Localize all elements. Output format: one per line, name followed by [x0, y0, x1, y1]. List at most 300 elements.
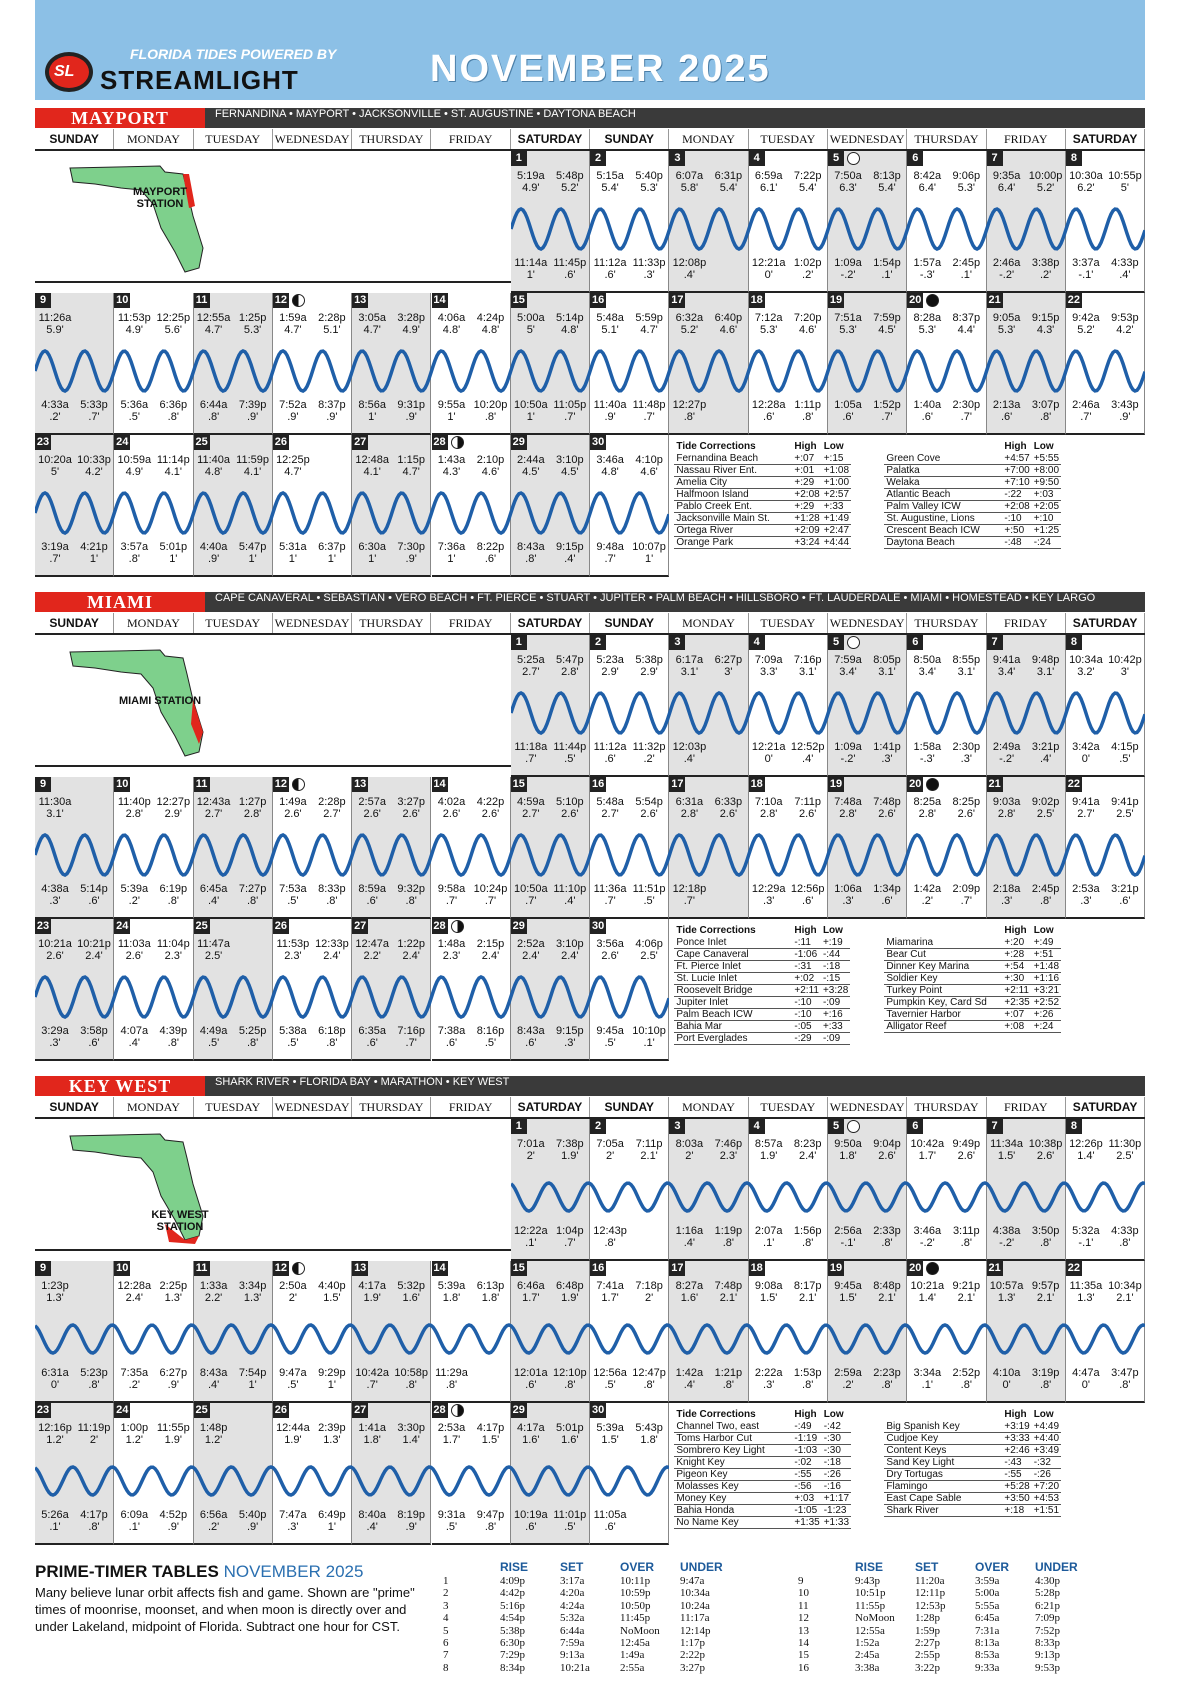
day-number: 13: [354, 294, 367, 306]
low-tide-2: [391, 883, 431, 907]
day-number: 30: [591, 1404, 605, 1416]
low-tide-time: 6:37p: [318, 541, 346, 553]
low-tide-time: 5:01p: [159, 541, 188, 553]
high-tide-2: [153, 1280, 193, 1304]
low-tide-height: .2': [921, 895, 933, 907]
low-tide-height: .8': [802, 1379, 814, 1391]
high-tide-time: 12:26p: [1069, 1138, 1103, 1150]
low-tide-2: [629, 741, 669, 765]
high-tide-time: 7:05a: [596, 1138, 624, 1150]
low-tide-time: 1:16a: [675, 1225, 704, 1237]
corrections-low-header: Low: [823, 1409, 844, 1420]
day-number: 4: [749, 635, 765, 650]
high-correction: +2:46: [1004, 1445, 1030, 1456]
high-tide-height: 3.4': [918, 666, 936, 678]
moon-phase-icon: [292, 778, 305, 791]
low-tide-2: [74, 1025, 114, 1049]
high-tide-time: 8:25p: [952, 796, 981, 808]
high-tide-height: 3.4': [997, 666, 1016, 678]
prime-timer-title: [35, 1562, 363, 1582]
high-tide-time: 1:23p: [41, 1280, 69, 1292]
high-tide-2: [471, 796, 511, 820]
day-of-week-header: FRIDAY: [987, 1097, 1066, 1117]
day-number: 27: [354, 1404, 367, 1416]
low-tide-time: 4:40a: [199, 541, 228, 553]
day-of-week-header: SATURDAY: [511, 613, 590, 633]
location-name: Atlantic Beach: [884, 489, 1002, 501]
high-tide-time: 1:00p: [120, 1422, 149, 1434]
high-tide-time: 5:38p: [635, 654, 663, 666]
high-tide-1: [114, 938, 154, 962]
high-correction: -:10: [792, 997, 821, 1009]
low-correction: -:30: [822, 1433, 851, 1445]
high-correction: -:49: [792, 1421, 821, 1433]
day-cell: [114, 1403, 193, 1545]
day-number: 2: [590, 151, 606, 166]
low-tide-height: .9': [287, 411, 299, 423]
high-tide-time: 11:19p: [77, 1422, 111, 1434]
high-tide-time: 1:15p: [397, 454, 425, 466]
low-tide-1: [432, 399, 472, 423]
high-tide-2: [391, 1422, 431, 1446]
high-tide-height: 6.4': [918, 182, 936, 194]
high-tide-height: 1.8': [640, 1434, 658, 1446]
high-tide-height: 5': [526, 324, 535, 336]
high-tide-time: 3:30p: [397, 1422, 425, 1434]
low-tide-1: [907, 257, 947, 281]
high-tide-time: 11:34a: [990, 1138, 1023, 1150]
low-tide-time: 2:45p: [1031, 883, 1060, 895]
high-tide-1: [590, 454, 630, 478]
low-tide-time: 1:34p: [873, 883, 901, 895]
high-tide-height: 4.6': [640, 466, 658, 478]
low-tide-1: [114, 399, 154, 423]
low-tide-1: [432, 883, 472, 907]
low-tide-height: .4': [564, 895, 576, 907]
day-cell: [590, 1261, 669, 1403]
high-tide-1: [590, 170, 630, 194]
prime-timer-value: 1:52a: [855, 1637, 880, 1649]
day-number: 29: [512, 436, 525, 448]
low-tide-height: .5': [445, 1521, 458, 1533]
location-name: Shark River: [884, 1505, 1002, 1517]
low-tide-height: .4': [683, 1379, 696, 1391]
day-cell: [987, 293, 1066, 435]
high-tide-time: 12:25p: [276, 454, 310, 466]
day-number: 4: [749, 151, 765, 166]
day-number: 29: [512, 920, 525, 932]
high-tide-height: 1.5': [839, 1292, 857, 1304]
high-tide-time: 6:46a: [517, 1280, 545, 1292]
low-tide-1: [987, 1367, 1027, 1391]
region-header: [35, 108, 1145, 128]
high-tide-2: [1105, 1138, 1145, 1162]
low-tide-height: -.1': [1078, 1237, 1094, 1249]
low-tide-time: 10:58p: [394, 1367, 429, 1379]
prime-timer-value: 4:30p: [1035, 1575, 1061, 1587]
low-tide-height: .7': [881, 411, 893, 423]
high-tide-1: [194, 1422, 234, 1446]
low-tide-time: 3:11p: [952, 1225, 980, 1237]
prime-timer-header: UNDER: [680, 1560, 723, 1574]
high-tide-height: 2.1': [798, 1292, 817, 1304]
high-tide-1: [352, 796, 392, 820]
low-tide-time: 2:45p: [952, 257, 981, 269]
day-cell: [749, 293, 828, 435]
high-tide-height: 1.5': [601, 1434, 619, 1446]
high-tide-height: 4.8': [561, 324, 579, 336]
region-cities: FERNANDINA • MAYPORT • JACKSONVILLE • ST. AUGUSTINE • DAYTONA BEACH: [215, 108, 636, 120]
low-tide-height: -.1': [840, 1237, 856, 1249]
high-tide-height: 2.8': [125, 808, 143, 820]
high-tide-time: 8:27a: [675, 1280, 704, 1292]
high-tide-time: 10:57a: [989, 1280, 1024, 1292]
high-tide-1: [987, 312, 1027, 336]
low-tide-time: 1:06a: [834, 883, 862, 895]
low-tide-time: 10:42a: [355, 1367, 390, 1379]
low-tide-time: 12:27p: [672, 399, 707, 411]
high-tide-height: 4.2': [85, 466, 103, 478]
high-tide-time: 1:25p: [238, 312, 267, 324]
high-tide-2: [233, 312, 273, 336]
prime-timer-value: 3:59a: [975, 1575, 1000, 1587]
low-tide-height: .6': [525, 1379, 537, 1391]
low-correction: +4:44: [823, 537, 850, 548]
corrections-title: Tide Corrections: [676, 1409, 756, 1420]
prime-timer-value: 5:28p: [1035, 1587, 1061, 1600]
low-tide-time: 3:50p: [1031, 1225, 1060, 1237]
low-tide-2: [312, 399, 352, 423]
high-tide-1: [907, 1280, 947, 1304]
low-tide-height: .8': [722, 1237, 735, 1249]
low-tide-1: [194, 1025, 234, 1049]
high-tide-time: 1:41a: [358, 1422, 386, 1434]
high-correction: +3:24: [794, 537, 820, 548]
location-name: Molasses Key: [674, 1481, 792, 1493]
location-name: Amelia City: [674, 477, 792, 489]
high-tide-height: 2.8': [680, 808, 699, 820]
high-tide-time: 9:49p: [952, 1138, 981, 1150]
low-tide-height: .7': [525, 753, 537, 765]
low-tide-height: -.3': [919, 269, 935, 281]
low-tide-time: 12:03p: [672, 741, 707, 753]
low-tide-height: .8': [1039, 895, 1052, 907]
day-number: 17: [671, 1262, 684, 1274]
day-of-week-header: SUNDAY: [35, 129, 114, 149]
low-tide-height: .8': [604, 1237, 616, 1249]
low-tide-time: 10:24p: [473, 883, 508, 895]
corrections-row: [884, 1481, 1061, 1493]
prime-timer-header: SET: [915, 1560, 939, 1574]
low-tide-time: 2:23p: [873, 1367, 901, 1379]
high-tide-1: [432, 454, 472, 478]
high-tide-2: [867, 1138, 907, 1162]
high-correction: +:54: [1002, 961, 1031, 973]
high-tide-2: [867, 170, 907, 194]
day-cell: [590, 777, 669, 919]
high-tide-height: 2.1': [640, 1150, 658, 1162]
day-number: 14: [433, 1262, 446, 1274]
prime-timer-value: 4:24a: [560, 1599, 585, 1612]
low-tide-height: -.2': [919, 1237, 935, 1249]
high-tide-height: 4.8': [204, 466, 223, 478]
high-tide-height: 1.7': [601, 1292, 619, 1304]
high-tide-height: 5.9': [46, 324, 64, 336]
day-of-week-header: THURSDAY: [352, 129, 431, 149]
low-tide-height: 0': [764, 269, 773, 281]
low-tide-time: 11:12a: [593, 741, 627, 753]
day-number: 16: [591, 778, 605, 790]
corrections-low-header: Low: [823, 441, 844, 452]
prime-timer-value: 1:17p: [680, 1637, 706, 1649]
high-tide-height: 5.2': [561, 182, 579, 194]
day-number: 9: [35, 293, 51, 308]
high-tide-height: 4.4': [957, 324, 975, 336]
low-correction: +1:17: [823, 1493, 850, 1504]
low-tide-height: 0': [1002, 1379, 1011, 1391]
day-cell: [194, 435, 273, 577]
high-tide-height: 4.8': [481, 324, 500, 336]
low-tide-height: 0': [1081, 1379, 1090, 1391]
low-tide-2: [312, 883, 352, 907]
high-tide-2: [153, 454, 193, 478]
high-tide-1: [590, 938, 630, 962]
tide-corrections-left: [674, 1409, 851, 1529]
day-cell: [907, 1119, 986, 1261]
day-number: 12: [274, 294, 288, 306]
low-tide-2: [312, 541, 352, 565]
low-tide-1: [590, 1509, 630, 1533]
high-tide-time: 7:41a: [596, 1280, 624, 1292]
location-name: Soldier Key: [884, 973, 1002, 985]
high-tide-time: 1:27p: [238, 796, 267, 808]
prime-timer-value: 3:17a: [560, 1575, 585, 1587]
day-number: 9: [35, 1261, 51, 1276]
low-tide-height: .8': [960, 1237, 972, 1249]
low-tide-2: [312, 1509, 352, 1533]
high-tide-time: 2:15p: [476, 938, 505, 950]
day-number: 29: [512, 1404, 525, 1416]
low-tide-height: .4': [683, 1237, 696, 1249]
low-tide-2: [550, 1367, 590, 1391]
high-tide-time: 7:48p: [714, 1280, 743, 1292]
low-tide-time: 3:57a: [120, 541, 149, 553]
day-of-week-header: MONDAY: [114, 129, 193, 149]
day-cell: [590, 919, 669, 1061]
low-tide-height: .5': [484, 1037, 497, 1049]
high-tide-height: 1.5': [997, 1150, 1016, 1162]
day-of-week-header: SUNDAY: [590, 613, 669, 633]
prime-timer-value: 2:45a: [855, 1649, 880, 1662]
high-correction: +4:57: [1004, 453, 1030, 464]
low-tide-height: .8': [445, 1379, 458, 1391]
low-tide-height: .4': [1039, 753, 1052, 765]
high-tide-height: 2.6': [402, 808, 420, 820]
high-tide-1: [669, 170, 709, 194]
high-tide-height: 2.1': [878, 1292, 896, 1304]
day-number: 22: [1067, 778, 1081, 790]
high-tide-2: [946, 1280, 986, 1304]
day-number: 21: [988, 1262, 1001, 1274]
low-correction: -:09: [821, 997, 850, 1009]
high-correction: +:08: [1002, 1021, 1031, 1033]
low-tide-time: 6:31a: [41, 1367, 69, 1379]
low-tide-time: 1:21p: [714, 1367, 743, 1379]
low-tide-1: [590, 541, 630, 565]
location-name: Alligator Reef: [884, 1021, 1002, 1033]
low-tide-1: [1066, 257, 1106, 281]
high-tide-1: [590, 1422, 630, 1446]
low-tide-height: 1': [327, 553, 336, 565]
low-tide-1: [749, 257, 789, 281]
low-tide-2: [550, 1025, 590, 1049]
prime-timer-value: 7:09p: [1035, 1612, 1061, 1625]
low-tide-height: .8': [484, 411, 497, 423]
low-correction: +1:51: [1033, 1505, 1060, 1516]
low-tide-height: .7': [484, 895, 497, 907]
high-tide-2: [550, 170, 590, 194]
low-tide-time: 11:48p: [632, 399, 666, 411]
low-tide-1: [669, 883, 709, 907]
high-tide-time: 5:15a: [596, 170, 624, 182]
high-tide-1: [828, 1280, 868, 1304]
high-tide-time: 5:00a: [517, 312, 545, 324]
low-correction: -:42: [822, 1421, 851, 1433]
low-tide-time: 6:45a: [199, 883, 228, 895]
low-tide-time: 10:20p: [473, 399, 508, 411]
day-of-week-header: THURSDAY: [352, 613, 431, 633]
low-tide-time: 3:46a: [913, 1225, 942, 1237]
low-correction: -:16: [822, 1481, 851, 1493]
high-tide-time: 12:33p: [315, 938, 349, 950]
low-tide-height: 0': [50, 1379, 60, 1391]
low-tide-1: [273, 1367, 313, 1391]
location-name: Cape Canaveral: [674, 949, 792, 961]
corrections-row: [884, 501, 1061, 513]
high-tide-time: 11:40a: [197, 454, 230, 466]
low-tide-height: .9': [405, 553, 417, 565]
high-tide-2: [312, 938, 352, 962]
high-tide-time: 7:59a: [834, 654, 862, 666]
high-tide-time: 8:57a: [754, 1138, 783, 1150]
high-tide-time: 10:20a: [38, 454, 72, 466]
low-tide-time: 1:57a: [913, 257, 942, 269]
low-tide-time: 7:47a: [279, 1509, 307, 1521]
location-name: Ponce Inlet: [674, 937, 792, 949]
corrections-row: [674, 1517, 851, 1529]
high-tide-time: 7:18p: [635, 1280, 663, 1292]
day-cell: [273, 1261, 352, 1403]
high-tide-time: 5:40p: [635, 170, 663, 182]
high-tide-height: 1.4': [1077, 1150, 1095, 1162]
low-tide-time: 11:44p: [553, 741, 587, 753]
high-tide-1: [511, 1138, 551, 1162]
low-tide-time: 6:18p: [318, 1025, 346, 1037]
prime-timer-value: 4:20a: [560, 1587, 585, 1600]
high-tide-time: 9:48p: [1031, 654, 1060, 666]
high-tide-1: [194, 938, 234, 962]
high-tide-2: [946, 1138, 986, 1162]
day-cell: [590, 293, 669, 435]
high-tide-2: [312, 796, 352, 820]
low-tide-2: [867, 1225, 907, 1249]
day-of-week-header: SUNDAY: [35, 1097, 114, 1117]
high-tide-2: [788, 170, 828, 194]
low-tide-1: [273, 1025, 313, 1049]
high-tide-2: [629, 654, 669, 678]
low-tide-time: 12:08p: [672, 257, 707, 269]
day-cell: [669, 777, 748, 919]
corrections-table: [674, 925, 850, 1045]
day-number: 13: [354, 1262, 367, 1274]
location-name: Tavernier Harbor: [884, 1009, 1002, 1021]
low-tide-time: 2:22a: [754, 1367, 783, 1379]
high-tide-height: 1.5': [323, 1292, 341, 1304]
low-tide-height: .8': [484, 1521, 497, 1533]
day-of-week-header: SATURDAY: [511, 1097, 590, 1117]
high-tide-time: 6:31a: [675, 796, 704, 808]
high-tide-time: 11:04p: [156, 938, 190, 950]
prime-timer-value: 8:53a: [975, 1649, 1000, 1662]
high-tide-height: 4.5': [561, 466, 579, 478]
high-tide-height: 4.9': [125, 466, 143, 478]
high-tide-1: [511, 170, 551, 194]
low-tide-height: .6': [802, 895, 814, 907]
day-number: 11: [194, 777, 210, 792]
day-cell: [194, 919, 273, 1061]
day-cell: [194, 1261, 273, 1403]
high-tide-time: 10:59a: [117, 454, 152, 466]
prime-timer-value: 12:45a: [620, 1637, 650, 1649]
high-tide-2: [550, 1138, 590, 1162]
low-tide-time: 4:33p: [1111, 257, 1139, 269]
day-cell: [590, 1403, 669, 1545]
low-tide-time: 11:51p: [632, 883, 666, 895]
low-tide-2: [74, 883, 114, 907]
high-tide-height: 4.5': [522, 466, 540, 478]
high-tide-time: 7:12a: [754, 312, 783, 324]
day-number: 3: [669, 635, 685, 650]
high-tide-time: 2:28p: [318, 312, 346, 324]
low-tide-time: 9:47p: [476, 1509, 505, 1521]
high-tide-2: [550, 654, 590, 678]
low-tide-height: .9': [1119, 411, 1131, 423]
low-tide-height: .2': [49, 411, 61, 423]
high-tide-height: 5.2': [680, 324, 699, 336]
low-tide-time: 8:59a: [358, 883, 386, 895]
high-tide-2: [1026, 1138, 1066, 1162]
low-tide-height: .7': [1080, 411, 1092, 423]
day-number: 30: [591, 920, 605, 932]
prime-timer-header: SET: [560, 1560, 584, 1574]
high-tide-height: 1.7': [522, 1292, 540, 1304]
prime-timer-value: 10:21a: [560, 1661, 590, 1674]
high-tide-1: [432, 1422, 472, 1446]
high-tide-height: 4.9': [402, 324, 420, 336]
day-cell: [828, 1261, 907, 1403]
high-tide-2: [471, 454, 511, 478]
corrections-row: [674, 997, 850, 1009]
low-tide-height: 1': [368, 411, 377, 423]
day-cell: [35, 293, 114, 435]
low-tide-height: .6': [366, 1037, 378, 1049]
high-correction: +:30: [1002, 973, 1031, 985]
high-tide-height: 3.1': [680, 666, 699, 678]
high-tide-time: 2:57a: [358, 796, 386, 808]
low-tide-time: 3:47p: [1111, 1367, 1139, 1379]
low-tide-height: .6': [881, 895, 893, 907]
high-tide-time: 10:42p: [1108, 654, 1142, 666]
